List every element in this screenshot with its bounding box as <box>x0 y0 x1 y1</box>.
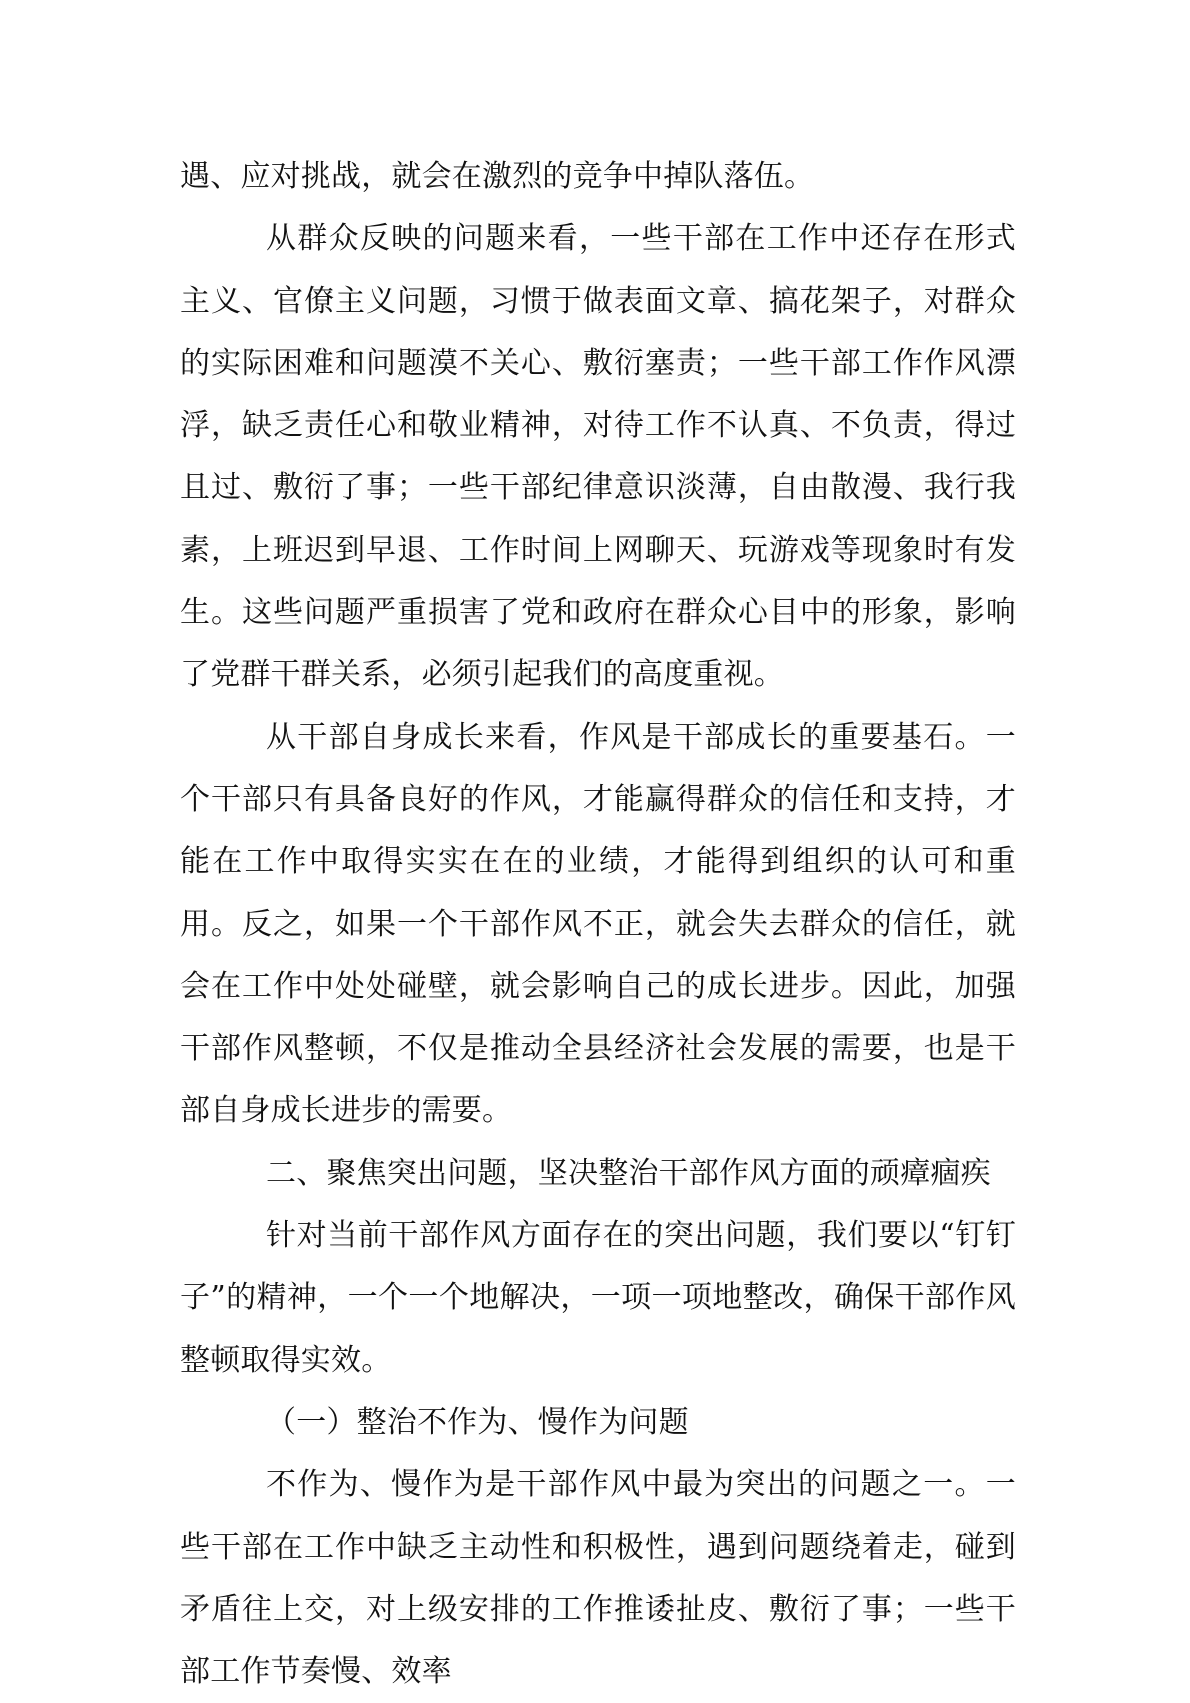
subsection-heading: （一）整治不作为、慢作为问题 <box>266 1404 689 1440</box>
paragraph-nail-spirit: 针对当前干部作风方面存在的突出问题，我们要以“钉钉子”的精神，一个一个地解决，一项一项地整改，确保干部作风整顿取得实效。 <box>180 1218 1016 1378</box>
paragraph-inaction: 不作为、慢作为是干部作风中最为突出的问题之一。一些干部在工作中缺乏主动性和积极性，遇到问题绕着走，碰到矛盾往上交，对上级安排的工作推诿扯皮、敷衍了事；一些干部工作节奏慢、效率 <box>180 1467 1016 1690</box>
section-heading: 二、聚焦突出问题，坚决整治干部作风方面的顽瘴痼疾 <box>266 1155 991 1191</box>
paragraph-cadre-growth: 从干部自身成长来看，作风是干部成长的重要基石。一个干部只有具备良好的作风，才能赢得群众的信任和支持，才能在工作中取得实实在在的业绩，才能得到组织的认可和重用。反之，如果一个干部作风不正，就会失去群众的信任，就会在工作中处处碰壁，就会影响自己的成长进步。因此，加强干部作风整顿，不仅是推动全县经济社会发展的需要，也是干部自身成长进步的需要。 <box>180 719 1016 1129</box>
document-body <box>180 146 1016 1703</box>
paragraph-mass-feedback: 从群众反映的问题来看，一些干部在工作中还存在形式主义、官僚主义问题，习惯于做表面文章、搞花架子，对群众的实际困难和问题漠不关心、敷衍塞责；一些干部工作作风漂浮，缺乏责任心和敬业精神，对待工作不认真、不负责，得过且过、敷衍了事；一些干部纪律意识淡薄，自由散漫、我行我素，上班迟到早退、工作时间上网聊天、玩游戏等现象时有发生。这些问题严重损害了党和政府在群众心目中的形象，影响了党群干群关系，必须引起我们的高度重视。 <box>180 221 1016 693</box>
continuation-paragraph: 遇、应对挑战，就会在激烈的竞争中掉队落伍。 <box>180 159 815 194</box>
